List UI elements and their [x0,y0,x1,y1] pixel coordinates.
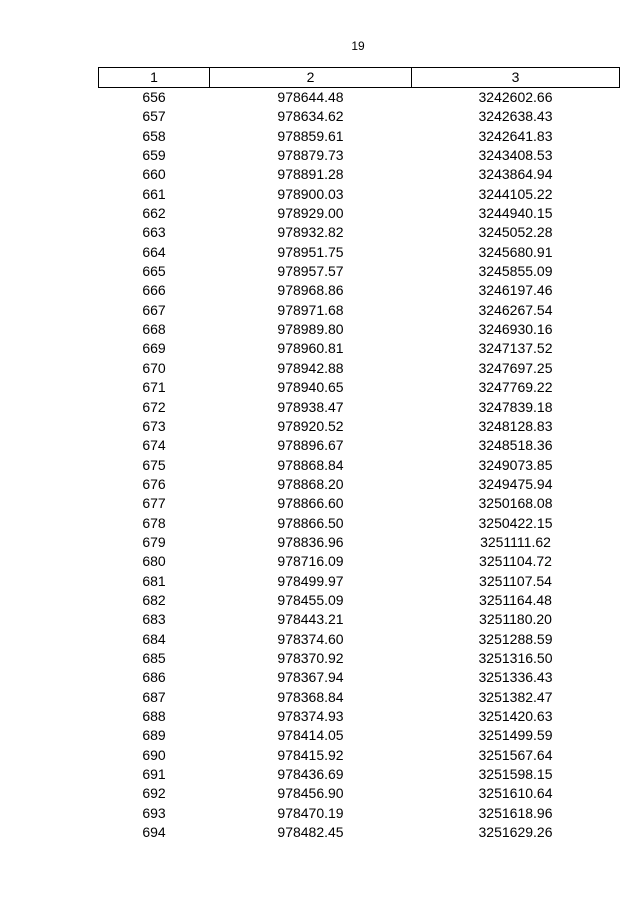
cell-y-coordinate: 3243864.94 [478,166,553,183]
cell-y-coordinate: 3245680.91 [478,243,553,260]
cell-point-number: 671 [142,379,166,396]
table-row [99,146,620,165]
cell-x-coordinate: 978470.19 [277,804,344,821]
cell-y-coordinate: 3251598.15 [478,766,553,783]
cell-x-coordinate: 978414.05 [277,727,344,744]
table-row [99,610,620,629]
cell-y-coordinate: 3242638.43 [478,108,553,125]
cell-x-coordinate: 978940.65 [277,379,344,396]
cell-y-coordinate: 3251629.26 [478,824,553,841]
cell-x-coordinate: 978456.90 [277,785,344,802]
cell-x-coordinate: 978367.94 [277,669,344,686]
cell-x-coordinate: 978368.84 [277,688,344,705]
coordinates-table [98,67,620,842]
table-row [99,417,620,436]
cell-point-number: 693 [142,804,166,821]
cell-y-coordinate: 3251107.54 [479,572,552,589]
cell-y-coordinate: 3242602.66 [478,89,553,105]
table-row [99,746,620,765]
cell-point-number: 692 [142,785,166,802]
table-row [99,591,620,610]
cell-point-number: 656 [142,89,166,105]
cell-y-coordinate: 3244105.22 [478,185,553,202]
cell-point-number: 683 [142,611,166,628]
table-row [99,88,620,108]
cell-y-coordinate: 3251104.72 [479,553,552,570]
table-row [99,339,620,358]
cell-x-coordinate: 978868.20 [277,475,344,492]
cell-point-number: 665 [142,263,166,280]
cell-y-coordinate: 3251288.59 [478,630,553,647]
cell-y-coordinate: 3250168.08 [478,495,553,512]
table-row [99,378,620,397]
cell-x-coordinate: 978499.97 [277,572,344,589]
cell-point-number: 657 [142,108,166,125]
cell-x-coordinate: 978443.21 [277,611,344,628]
cell-x-coordinate: 978900.03 [277,185,344,202]
cell-point-number: 690 [142,746,166,763]
cell-x-coordinate: 978415.92 [277,746,344,763]
cell-y-coordinate: 3251567.64 [478,746,553,763]
cell-x-coordinate: 978866.50 [277,514,344,531]
cell-y-coordinate: 3246930.16 [478,321,553,338]
cell-point-number: 660 [142,166,166,183]
column-header-x-coordinate: 2 [210,68,412,88]
cell-y-coordinate: 3245855.09 [478,263,553,280]
cell-y-coordinate: 3247839.18 [478,398,553,415]
cell-y-coordinate: 3251336.43 [478,669,553,686]
cell-x-coordinate: 978716.09 [277,553,344,570]
table-row [99,262,620,281]
cell-y-coordinate: 3247769.22 [478,379,553,396]
cell-point-number: 673 [142,417,166,434]
table-row [99,765,620,784]
cell-y-coordinate: 3245052.28 [478,224,553,241]
table-row [99,436,620,455]
cell-point-number: 682 [142,591,166,608]
cell-point-number: 667 [142,301,166,318]
table-row [99,804,620,823]
table-row [99,301,620,320]
cell-x-coordinate: 978951.75 [277,243,344,260]
table-row [99,320,620,339]
table-row [99,243,620,262]
cell-x-coordinate: 978868.84 [277,456,344,473]
cell-y-coordinate: 3251111.62 [480,533,551,550]
cell-x-coordinate: 978482.45 [277,824,344,841]
cell-point-number: 686 [142,669,166,686]
table-row [99,359,620,378]
table-row [99,668,620,687]
table-row [99,281,620,300]
cell-point-number: 687 [142,688,166,705]
cell-x-coordinate: 978436.69 [277,766,344,783]
cell-x-coordinate: 978644.48 [277,89,344,105]
cell-x-coordinate: 978859.61 [277,127,344,144]
cell-x-coordinate: 978942.88 [277,359,344,376]
cell-point-number: 659 [142,147,166,164]
cell-y-coordinate: 3248128.83 [478,417,553,434]
table-row [99,107,620,126]
cell-point-number: 691 [142,766,166,783]
cell-point-number: 689 [142,727,166,744]
cell-point-number: 668 [142,321,166,338]
cell-point-number: 664 [142,243,166,260]
cell-point-number: 663 [142,224,166,241]
table-row [99,494,620,513]
cell-x-coordinate: 978455.09 [277,591,344,608]
cell-point-number: 662 [142,205,166,222]
table-row [99,165,620,184]
cell-y-coordinate: 3251180.20 [479,611,552,628]
table-row [99,707,620,726]
cell-point-number: 669 [142,340,166,357]
cell-point-number: 675 [142,456,166,473]
cell-point-number: 672 [142,398,166,415]
cell-x-coordinate: 978932.82 [277,224,344,241]
cell-x-coordinate: 978957.57 [277,263,344,280]
cell-x-coordinate: 978836.96 [277,533,344,550]
table-row [99,630,620,649]
cell-x-coordinate: 978370.92 [277,649,344,666]
cell-x-coordinate: 978896.67 [277,437,344,454]
cell-point-number: 674 [142,437,166,454]
table-row [99,456,620,475]
table-row [99,514,620,533]
cell-y-coordinate: 3243408.53 [478,147,553,164]
column-header-point-number: 1 [99,68,210,88]
table-body [99,88,620,843]
table-header-row [99,68,620,88]
cell-x-coordinate: 978374.93 [277,708,344,724]
table-row [99,223,620,242]
cell-point-number: 678 [142,514,166,531]
table-row [99,649,620,668]
cell-x-coordinate: 978960.81 [277,340,344,357]
cell-x-coordinate: 978929.00 [277,205,344,222]
cell-point-number: 676 [142,475,166,492]
cell-y-coordinate: 3246197.46 [478,282,553,299]
cell-y-coordinate: 3251420.63 [478,708,553,724]
cell-point-number: 658 [142,127,166,144]
cell-y-coordinate: 3242641.83 [478,127,553,144]
cell-point-number: 694 [142,824,166,841]
table-row [99,552,620,571]
cell-y-coordinate: 3247137.52 [478,340,553,357]
cell-point-number: 685 [142,649,166,666]
table-row [99,127,620,146]
cell-point-number: 681 [142,572,166,589]
cell-point-number: 677 [142,495,166,512]
cell-x-coordinate: 978989.80 [277,321,344,338]
cell-y-coordinate: 3247697.25 [478,359,553,376]
table-row [99,823,620,842]
table-row [99,204,620,223]
table-row [99,726,620,745]
table-row [99,688,620,707]
cell-y-coordinate: 3251164.48 [479,591,552,608]
cell-y-coordinate: 3251382.47 [478,688,553,705]
cell-x-coordinate: 978374.60 [277,630,344,647]
cell-y-coordinate: 3251499.59 [478,727,553,744]
cell-x-coordinate: 978938.47 [277,398,344,415]
cell-y-coordinate: 3249475.94 [478,475,553,492]
cell-x-coordinate: 978891.28 [277,166,344,183]
cell-x-coordinate: 978866.60 [277,495,344,512]
cell-y-coordinate: 3251316.50 [478,649,553,666]
cell-point-number: 688 [142,708,166,724]
cell-y-coordinate: 3246267.54 [478,301,553,318]
cell-point-number: 670 [142,359,166,376]
cell-y-coordinate: 3251610.64 [478,785,553,802]
table-row [99,398,620,417]
cell-y-coordinate: 3244940.15 [478,205,553,222]
cell-x-coordinate: 978971.68 [277,301,344,318]
cell-point-number: 679 [142,533,166,550]
cell-x-coordinate: 978968.86 [277,282,344,299]
table-row [99,572,620,591]
cell-x-coordinate: 978879.73 [277,147,344,164]
cell-point-number: 666 [142,282,166,299]
cell-y-coordinate: 3251618.96 [478,804,553,821]
cell-y-coordinate: 3250422.15 [478,514,553,531]
cell-y-coordinate: 3249073.85 [478,456,553,473]
table-header [99,68,620,88]
cell-point-number: 680 [142,553,166,570]
cell-x-coordinate: 978920.52 [277,417,344,434]
table-row [99,533,620,552]
table-row [99,185,620,204]
column-header-y-coordinate: 3 [412,68,620,88]
cell-x-coordinate: 978634.62 [277,108,344,125]
cell-y-coordinate: 3248518.36 [478,437,553,454]
cell-point-number: 684 [142,630,166,647]
table-row [99,475,620,494]
page-number: 19 [351,39,365,53]
table-row [99,784,620,803]
cell-point-number: 661 [142,185,166,202]
